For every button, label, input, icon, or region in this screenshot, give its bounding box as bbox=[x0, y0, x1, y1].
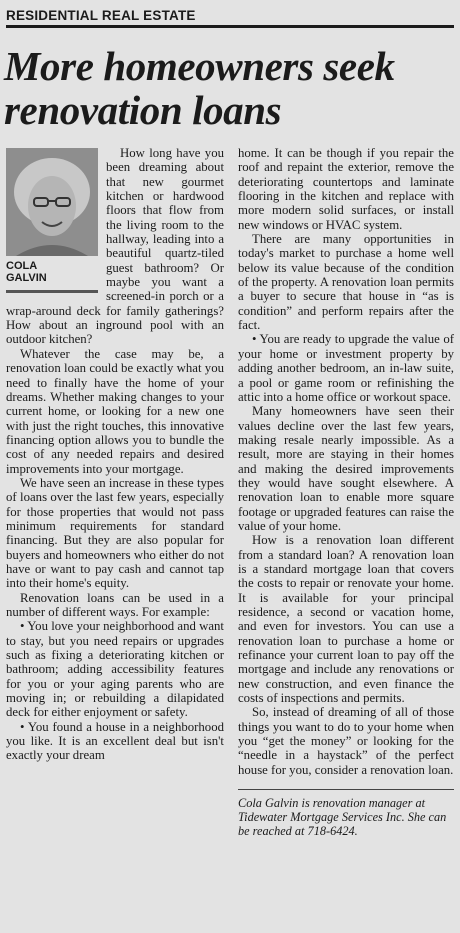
article-column-1 bbox=[6, 146, 224, 763]
byline-first-name: COLA bbox=[6, 260, 38, 272]
section-label: RESIDENTIAL REAL ESTATE bbox=[6, 8, 454, 28]
bullet-paragraph: • You love your neighborhood and want to stay, but you need repairs or upgrades such as fixing a deteriorating kitchen or bathroom; adding accessibility features for you or your aging parents who are moving in; or rebuilding a dilapidated deck for either enjoyment or safety. bbox=[6, 619, 224, 720]
author-photo bbox=[6, 148, 98, 256]
paragraph: So, instead of dreaming of all of those things you want to do to your home when you “get the money” or looking for the “needle in a haystack” of the perfect house for you, consider a renovation loan. bbox=[238, 705, 454, 777]
author-portrait-image bbox=[6, 148, 98, 256]
byline bbox=[6, 260, 98, 293]
paragraph: How is a renovation loan different from a standard loan? A renovation loan is a standard mortgage loan that covers the costs to repair or renovate your home. It is available for your principal residence, a second or vacation home, and even for investors. You can use a renovation loan to purchase a home or refinance your current loan to pay off the mortgage and include any renovations or new construction, and even finance the costs of inspections and permits. bbox=[238, 533, 454, 706]
paragraph: There are many opportunities in today's market to purchase a home well below its value because of the condition of the property. A renovation loan permits a buyer to secure that house in “as is condition” and perform repairs after the fact. bbox=[238, 232, 454, 333]
paragraph: home. It can be though if you repair the roof and repaint the exterior, remove the deteriorating countertops and laminate flooring in the kitchen and replace with more modern solid surfaces, or install new windows or HVAC system. bbox=[238, 146, 454, 232]
author-note-text: Cola Galvin is renovation manager at Tidewater Mortgage Services Inc. She can be reached at 718-6424. bbox=[238, 796, 447, 839]
bullet-paragraph: • You are ready to upgrade the value of your home or investment property by adding another bedroom, an in-law suite, a pool or game room or refinishing the attic into a home office or workout space. bbox=[238, 332, 454, 404]
paragraph: Renovation loans can be used in a number of different ways. For example: bbox=[6, 590, 224, 619]
article-column-2 bbox=[238, 146, 454, 838]
author-note bbox=[238, 789, 454, 838]
paragraph: We have seen an increase in these types of loans over the last few years, especially for those properties that would not pass minimum requirements for standard financing. But they are also popular for buyers and homeowners who either do not have or want to pay cash and cannot tap into their home's equity. bbox=[6, 475, 224, 591]
paragraph: Many homeowners have seen their values decline over the last few years, making resale nearly impossible. As a result, more are staying in their homes and making the desired improvements they would have sought elsewhere. A renovation loan to enable more square footage or upgraded features can raise the value of your home. bbox=[238, 404, 454, 533]
paragraph: Whatever the case may be, a renovation loan could be exactly what you need to finally have the home of your dreams. Whether making changes to your current home, or looking for a new one with just the right touches, this innovative financing option allows you to bundle the cost of any needed repairs and desired improvements into your mortgage. bbox=[6, 346, 224, 476]
paragraph: How long have you been dreaming about that new gourmet kitchen or hardwood floors that flow from the living room to the hallway, leading into a beautiful quartz-tiled guest bathroom? Or maybe you want a screened-in porch or a wrap-around deck for family gatherings? How about an inground pool with an outdoor kitchen? bbox=[6, 146, 224, 347]
author-photo-block bbox=[6, 148, 100, 293]
bullet-paragraph: • You found a house in a neighborhood you like. It is an excellent deal but isn't exactly your dream bbox=[6, 719, 224, 763]
headline: More homeowners seek renovation loans bbox=[4, 43, 395, 133]
byline-last-name: GALVIN bbox=[6, 272, 47, 284]
